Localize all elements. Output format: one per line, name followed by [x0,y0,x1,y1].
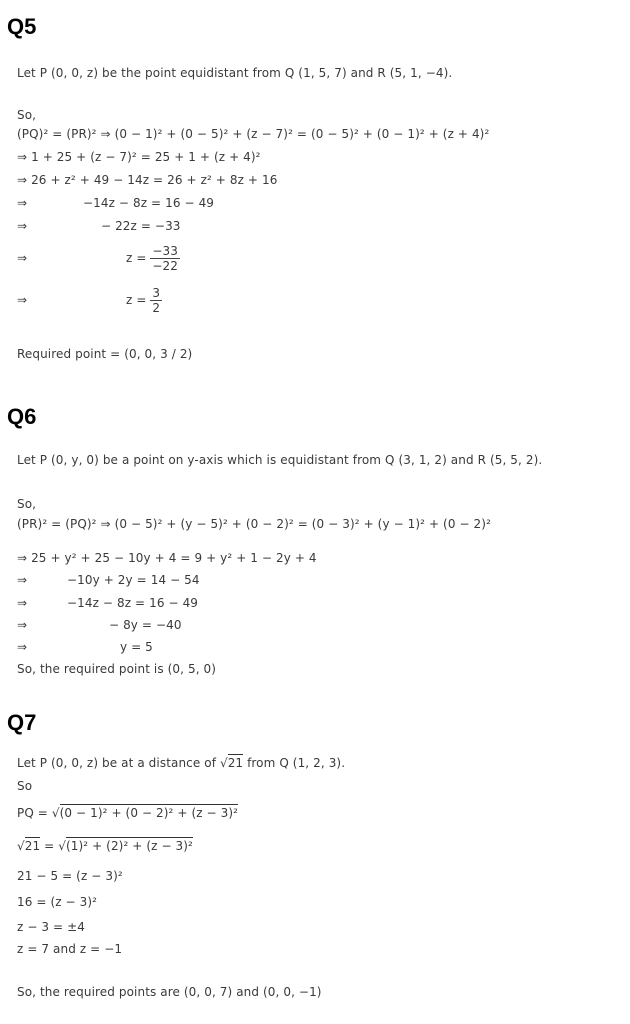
q7-sqrt21-formula: √21 = √(1)² + (2)² + (z − 3)² [17,839,193,853]
q5-step-2: ⇒ 1 + 25 + (z − 7)² = 25 + 1 + (z + 4)² [17,150,261,164]
q5-step-3: ⇒ 26 + z² + 49 − 14z = 26 + z² + 8z + 16 [17,173,278,187]
q5-step-7-text: z = [126,293,147,307]
q7-intro: Let P (0, 0, z) be at a distance of √21 from Q (1, 2, 3). [17,756,346,770]
implies-icon: ⇒ [17,196,28,210]
q5-so: So, [17,108,37,122]
q7-answer: So, the required points are (0, 0, 7) and (0, 0, −1) [17,985,322,999]
implies-icon: ⇒ [17,293,28,307]
q7-pq-radicand: (0 − 1)² + (0 − 2)² + (z − 3)² [59,806,239,820]
q5-step-6-text: z = [126,251,147,265]
fraction: $\frac{3}{2}$ [152,286,161,315]
q5-step-1: (PQ)² = (PR)² ⇒ (0 − 1)² + (0 − 5)² + (z − 7)² = (0 − 5)² + (0 − 1)² + (z + 4)² [17,127,490,141]
q5-step-7 [17,286,162,315]
q7-pq-formula [17,806,238,820]
q6-step-4 [17,596,198,610]
sqrt-21: 21 [227,756,244,770]
q5-step-6 [17,244,180,273]
implies-icon: ⇒ [17,573,28,587]
q7-step-2: 16 = (z − 3)² [17,895,98,909]
q7-step-1: 21 − 5 = (z − 3)² [17,869,123,883]
implies-icon: ⇒ [17,640,28,654]
q6-so: So, [17,497,37,511]
q7-step-4: z = 7 and z = −1 [17,942,123,956]
implies-icon: ⇒ [17,618,28,632]
q6-step-6-text: y = 5 [120,640,153,654]
q5-step-5 [17,219,181,233]
q6-step-3-text: −10y + 2y = 14 − 54 [67,573,200,587]
question-7-heading: Q7 [7,710,37,735]
q6-step-6 [17,640,153,654]
q7-pq-lhs: PQ = √ [17,806,60,820]
implies-icon: ⇒ [17,596,28,610]
q6-step-5-text: − 8y = −40 [109,618,182,632]
sqrt-21: 21 [24,839,41,853]
q6-step-5 [17,618,182,632]
q5-step-4-text: −14z − 8z = 16 − 49 [83,196,215,210]
q6-answer: So, the required point is (0, 5, 0) [17,662,217,676]
q7-so: So [17,779,33,793]
q6-intro: Let P (0, y, 0) be a point on y-axis which is equidistant from Q (3, 1, 2) and R (5, 5, 2). [17,453,543,467]
q6-step-2: ⇒ 25 + y² + 25 − 10y + 4 = 9 + y² + 1 − 2y + 4 [17,551,317,565]
implies-icon: ⇒ [17,251,28,265]
question-6-heading: Q6 [7,404,37,429]
q7-intro-text-a: Let P (0, 0, z) be at a distance of [17,756,220,770]
q7-sqrt21-radicand: (1)² + (2)² + (z − 3)² [65,839,193,853]
implies-icon: ⇒ [17,219,28,233]
q5-step-4 [17,196,214,210]
q6-step-1: (PR)² = (PQ)² ⇒ (0 − 5)² + (y − 5)² + (0 − 2)² = (0 − 3)² + (y − 1)² + (0 − 2)² [17,517,491,531]
q7-step-3: z − 3 = ±4 [17,920,85,934]
q5-intro: Let P (0, 0, z) be the point equidistant from Q (1, 5, 7) and R (5, 1, −4). [17,66,453,80]
question-5-heading: Q5 [7,14,37,39]
q5-step-5-text: − 22z = −33 [101,219,181,233]
q6-step-3 [17,573,200,587]
q7-intro-text-b: from Q (1, 2, 3). [243,756,346,770]
q6-step-4-text: −14z − 8z = 16 − 49 [67,596,199,610]
fraction: $\frac{-33}{-22}$ [152,244,179,273]
q7-eq: = √ [40,839,66,853]
q5-answer: Required point = (0, 0, 3 / 2) [17,347,193,361]
